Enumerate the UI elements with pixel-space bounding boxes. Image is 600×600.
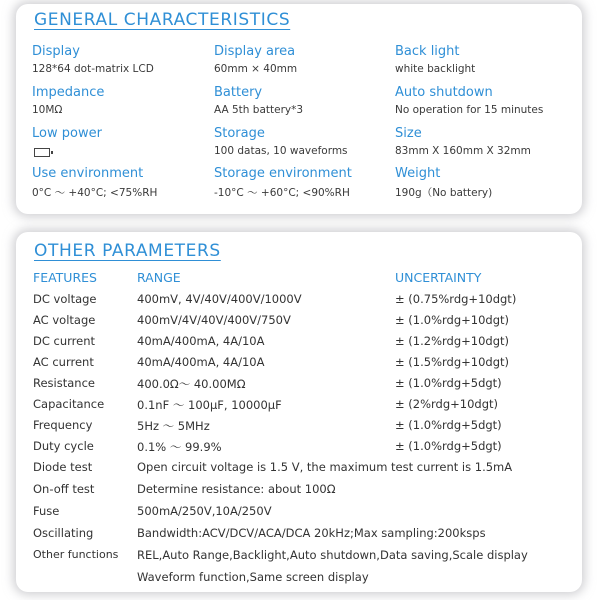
range-cell: REL,Auto Range,Backlight,Auto shutdown,Data saving,Scale display bbox=[137, 548, 528, 562]
table-row bbox=[16, 548, 582, 568]
spec-value: 0°C ～ +40°C; <75%RH bbox=[32, 187, 158, 199]
spec-size bbox=[395, 126, 531, 157]
spec-back-light bbox=[395, 44, 475, 75]
table-row bbox=[16, 334, 582, 354]
uncertainty-cell: ± (1.0%rdg+5dgt) bbox=[395, 439, 502, 453]
range-cell: Bandwidth:ACV/DCV/ACA/DCA 20kHz;Max sampling:200ksps bbox=[137, 526, 486, 540]
spec-label: Size bbox=[395, 126, 422, 141]
spec-value: 100 datas, 10 waveforms bbox=[214, 145, 348, 157]
header-features: FEATURES bbox=[33, 270, 97, 285]
range-cell: 0.1nF ～ 100μF, 10000μF bbox=[137, 398, 282, 412]
uncertainty-cell: ± (1.5%rdg+10dgt) bbox=[395, 355, 509, 369]
feature-cell: On-off test bbox=[33, 482, 95, 496]
spec-use-environment bbox=[32, 166, 157, 200]
range-cell: 0.1% ～ 99.9% bbox=[137, 440, 222, 454]
spec-storage-environment bbox=[214, 166, 352, 200]
uncertainty-cell: ± (1.0%rdg+5dgt) bbox=[395, 376, 502, 390]
table-row bbox=[16, 439, 582, 459]
range-cell: 40mA/400mA, 4A/10A bbox=[137, 334, 265, 348]
uncertainty-cell: ± (0.75%rdg+10dgt) bbox=[395, 292, 517, 306]
feature-cell: Diode test bbox=[33, 460, 93, 474]
feature-cell: DC current bbox=[33, 334, 96, 348]
spec-auto-shutdown bbox=[395, 85, 543, 116]
other-parameters-panel bbox=[16, 232, 582, 592]
table-row bbox=[16, 482, 582, 502]
table-row bbox=[16, 526, 582, 546]
header-uncertainty: UNCERTAINTY bbox=[395, 270, 482, 285]
spec-low-power bbox=[32, 126, 102, 161]
table-row bbox=[16, 397, 582, 417]
spec-label: Low power bbox=[32, 126, 102, 141]
spec-storage bbox=[214, 126, 348, 157]
range-cell: Open circuit voltage is 1.5 V, the maximum test current is 1.5mA bbox=[137, 460, 513, 474]
uncertainty-cell: ± (2%rdg+10dgt) bbox=[395, 397, 499, 411]
spec-label: Display bbox=[32, 44, 80, 59]
uncertainty-cell: ± (1.0%rdg+10dgt) bbox=[395, 313, 509, 327]
spec-weight bbox=[395, 166, 492, 200]
feature-cell: AC current bbox=[33, 355, 94, 369]
spec-value: white backlight bbox=[395, 63, 476, 75]
general-characteristics-panel bbox=[16, 4, 582, 214]
range-cell: Determine resistance: about 100Ω bbox=[137, 482, 336, 496]
table-row bbox=[16, 355, 582, 375]
feature-cell: DC voltage bbox=[33, 292, 97, 306]
feature-cell: Other functions bbox=[33, 548, 119, 561]
spec-label: Battery bbox=[214, 85, 263, 100]
table-row bbox=[16, 504, 582, 524]
table-row bbox=[16, 313, 582, 333]
spec-value: 190g（No battery) bbox=[395, 187, 493, 199]
uncertainty-cell: ± (1.0%rdg+5dgt) bbox=[395, 418, 502, 432]
table-row bbox=[16, 570, 582, 590]
range-cell: 400.0Ω～ 40.00MΩ bbox=[137, 377, 246, 391]
range-cell: 400mV, 4V/40V/400V/1000V bbox=[137, 292, 302, 306]
range-cell: Waveform function,Same screen display bbox=[137, 570, 369, 584]
spec-value: No operation for 15 minutes bbox=[395, 104, 544, 116]
feature-cell: Fuse bbox=[33, 504, 60, 518]
feature-cell: AC voltage bbox=[33, 313, 96, 327]
range-cell: 5Hz ～ 5MHz bbox=[137, 419, 210, 433]
battery-icon bbox=[34, 148, 50, 157]
spec-impedance bbox=[32, 85, 104, 116]
spec-value: 60mm × 40mm bbox=[214, 63, 298, 75]
table-row bbox=[16, 418, 582, 438]
uncertainty-cell: ± (1.2%rdg+10dgt) bbox=[395, 334, 509, 348]
feature-cell: Oscillating bbox=[33, 526, 94, 540]
feature-cell: Capacitance bbox=[33, 397, 105, 411]
spec-value: 83mm X 160mm X 32mm bbox=[395, 145, 531, 157]
general-title: GENERAL CHARACTERISTICS bbox=[34, 10, 291, 30]
spec-value: -10°C ～ +60°C; <90%RH bbox=[214, 187, 350, 199]
spec-label: Storage environment bbox=[214, 166, 352, 181]
spec-value: AA 5th battery*3 bbox=[214, 104, 304, 116]
header-range: RANGE bbox=[137, 270, 181, 285]
range-cell: 500mA/250V,10A/250V bbox=[137, 504, 272, 518]
spec-value: 128*64 dot-matrix LCD bbox=[32, 63, 154, 75]
spec-display bbox=[32, 44, 154, 75]
table-row bbox=[16, 376, 582, 396]
spec-display-area bbox=[214, 44, 297, 75]
table-row bbox=[16, 292, 582, 312]
spec-value: 10MΩ bbox=[32, 104, 63, 116]
spec-label: Back light bbox=[395, 44, 460, 59]
feature-cell: Resistance bbox=[33, 376, 95, 390]
spec-label: Storage bbox=[214, 126, 265, 141]
spec-label: Weight bbox=[395, 166, 441, 181]
range-cell: 40mA/400mA, 4A/10A bbox=[137, 355, 265, 369]
table-row bbox=[16, 460, 582, 480]
other-title: OTHER PARAMETERS bbox=[34, 241, 221, 261]
spec-battery bbox=[214, 85, 303, 116]
spec-label: Display area bbox=[214, 44, 296, 59]
range-cell: 400mV/4V/40V/400V/750V bbox=[137, 313, 291, 327]
spec-label: Auto shutdown bbox=[395, 85, 493, 100]
feature-cell: Duty cycle bbox=[33, 439, 94, 453]
feature-cell: Frequency bbox=[33, 418, 93, 432]
spec-label: Impedance bbox=[32, 85, 105, 100]
spec-label: Use environment bbox=[32, 166, 144, 181]
